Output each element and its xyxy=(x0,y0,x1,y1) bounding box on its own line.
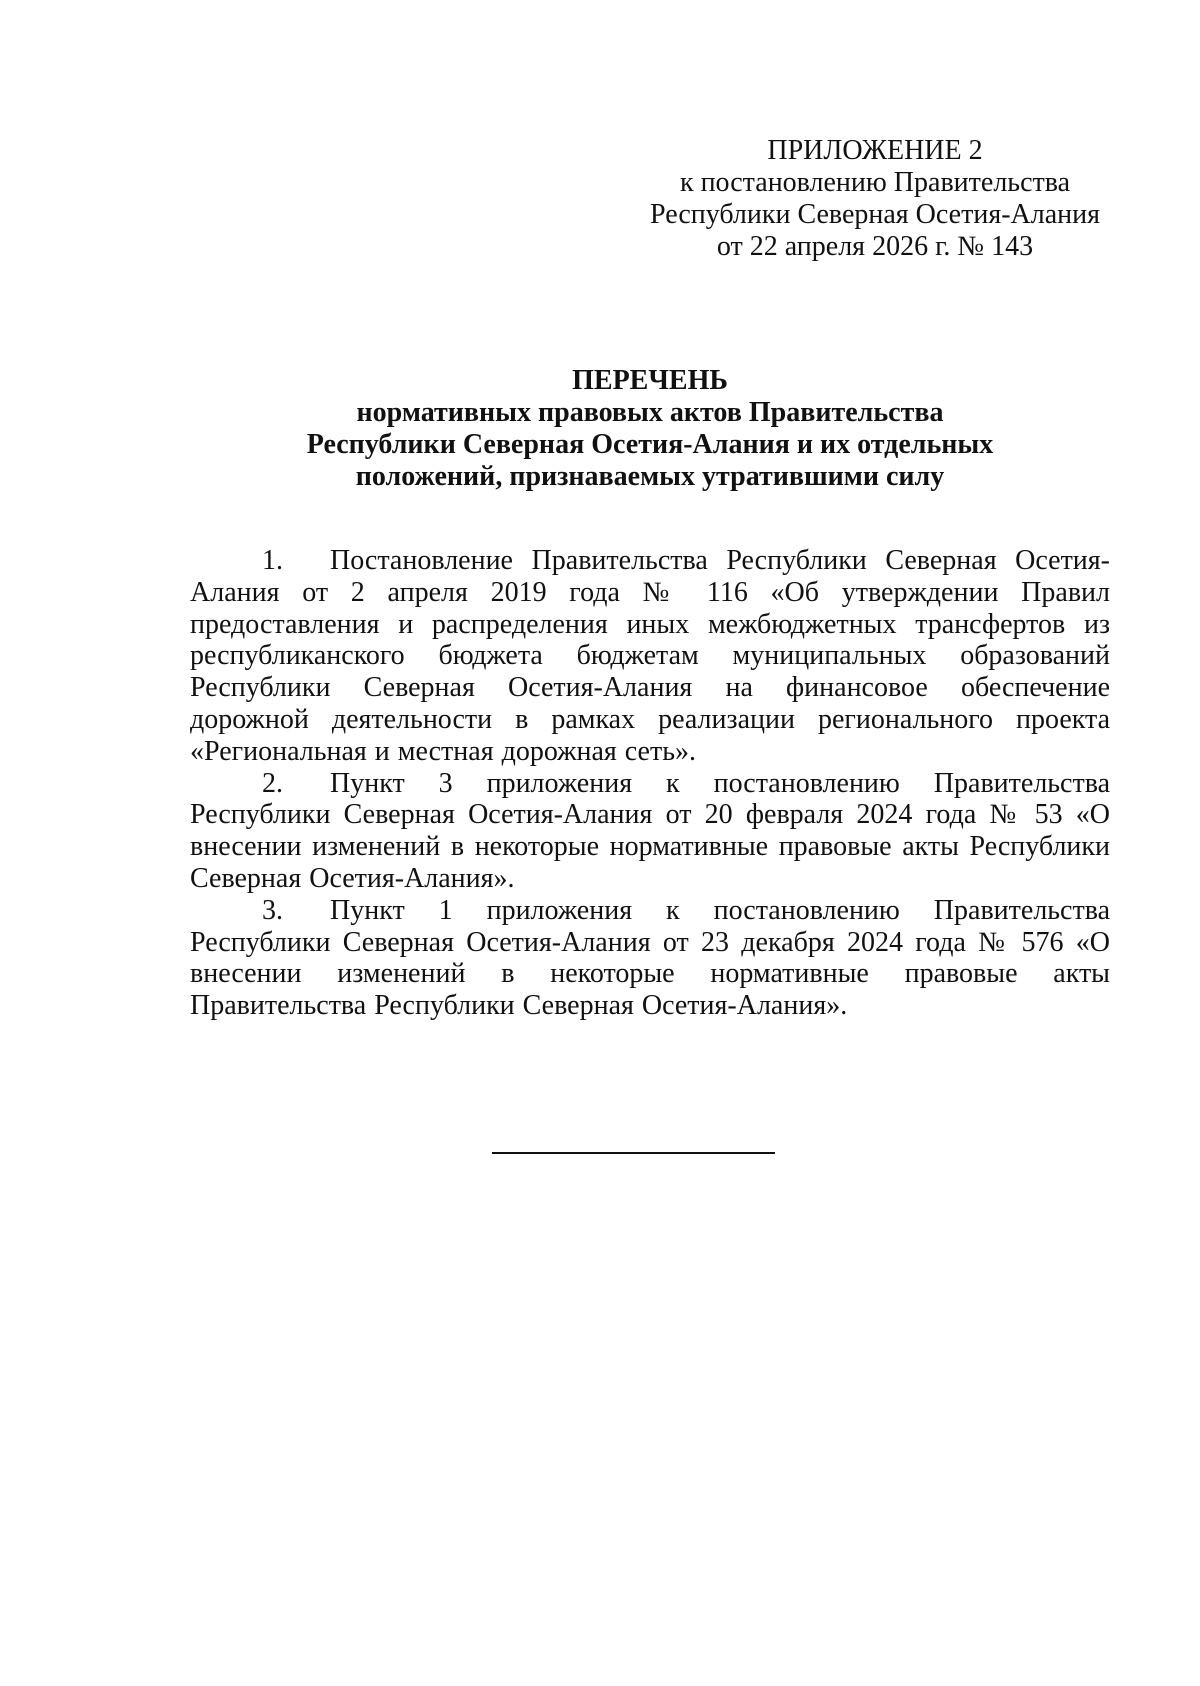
title-line-4: положений, признаваемых утратившими силу xyxy=(355,461,945,492)
item-number: 2. xyxy=(262,767,283,799)
list-item xyxy=(190,768,1110,895)
annex-government: Республики Северная Осетия-Алания xyxy=(650,199,1100,230)
annex-reference: к постановлению Правительства xyxy=(679,167,1071,198)
document-body xyxy=(190,545,1110,1022)
item-text: Пункт 1 приложения к постановлению Правительства Республики Северная Осетия-Алания от 23 декабря 2024 года № 576 «О внесении изменений в некоторые нормативные правовые акты Правительства Республики Северная Осетия-Алания». xyxy=(190,894,1110,1022)
annex-label: ПРИЛОЖЕНИЕ 2 xyxy=(767,135,983,166)
item-number: 3. xyxy=(262,894,283,926)
item-text: Постановление Правительства Республики Северная Осетия-Алания от 2 апреля 2019 года № 116 «Об утверждении Правил предоставления и распределения иных межбюджетных трансфертов из республиканского бюджета бюджетам муниципальных образований Республики Северная Осетия-Алания на финансовое обеспечение дорожной деятельности в рамках реализации регионального проекта «Региональная и местная дорожная сеть». xyxy=(190,545,1110,767)
item-text: Пункт 3 приложения к постановлению Правительства Республики Северная Осетия-Алания от 20 февраля 2024 года № 53 «О внесении изменений в некоторые нормативные правовые акты Республики Северная Осетия-Алания». xyxy=(190,767,1110,894)
annex-header xyxy=(630,135,1120,263)
annex-date-number: от 22 апреля 2026 г. № 143 xyxy=(716,231,1034,262)
list-item xyxy=(190,545,1110,768)
title-heading: ПЕРЕЧЕНЬ xyxy=(572,365,728,396)
document-title xyxy=(190,365,1110,493)
title-line-3: Республики Северная Осетия-Алания и их отдельных xyxy=(306,429,994,460)
list-item xyxy=(190,895,1110,1022)
closing-rule xyxy=(492,1152,775,1154)
title-line-2: нормативных правовых актов Правительства xyxy=(356,397,944,428)
item-number: 1. xyxy=(262,545,283,576)
